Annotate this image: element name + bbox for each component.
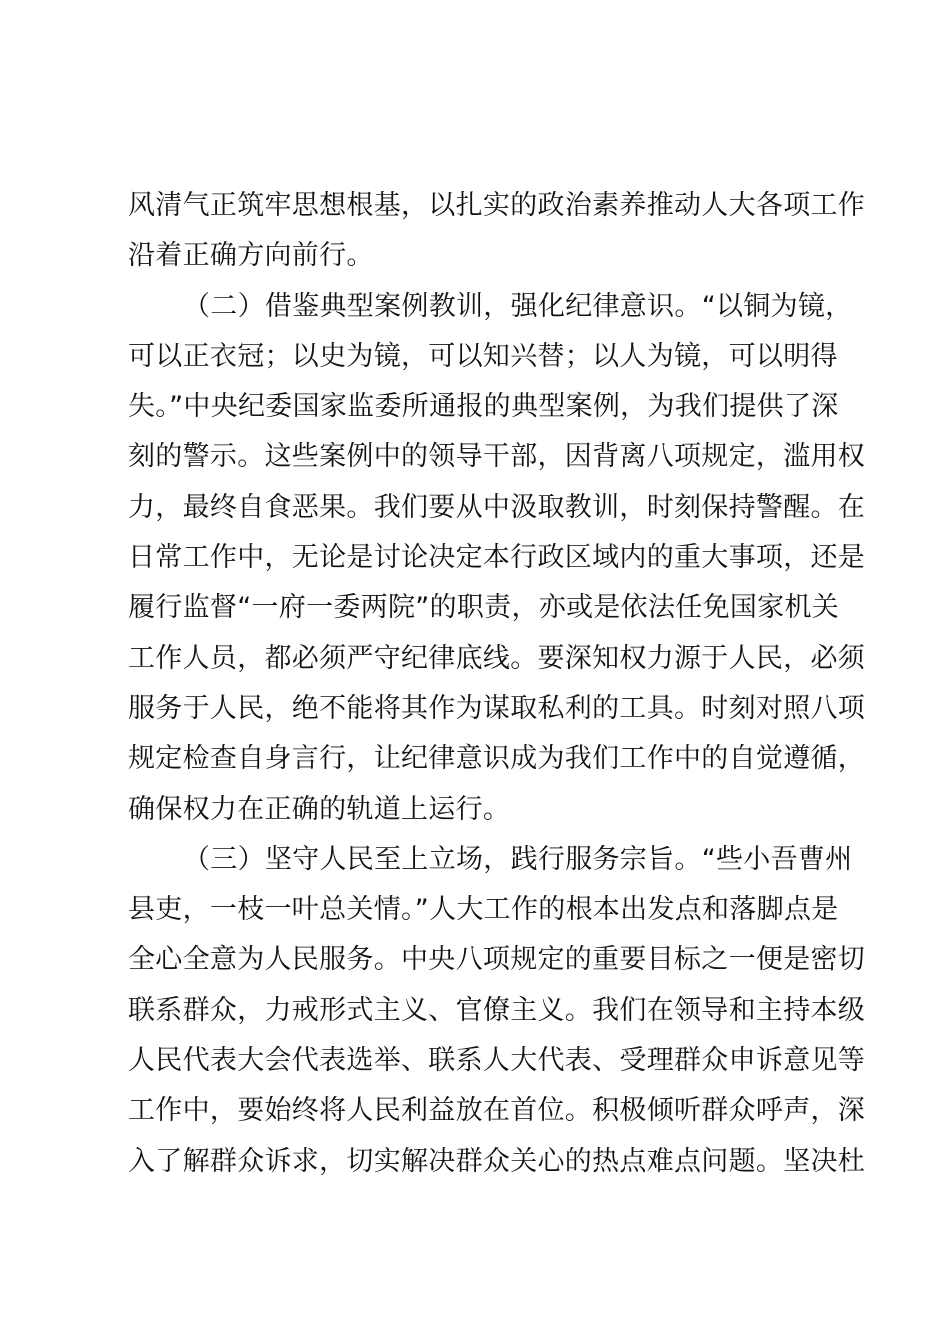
text-line: 全心全意为人民服务。中央八项规定的重要目标之一便是密切 — [128, 944, 866, 976]
body-text — [128, 181, 866, 1187]
text-line: 确保权力在正确的轨道上运行。 — [128, 793, 511, 825]
text-line: 规定检查自身言行，让纪律意识成为我们工作中的自觉遵循， — [128, 743, 866, 775]
text-line: 工作人员，都必须严守纪律底线。要深知权力源于人民，必须 — [128, 642, 866, 674]
text-line: 入了解群众诉求，切实解决群众关心的热点难点问题。坚决杜 — [128, 1145, 866, 1177]
paragraph-first-line: （二）借鉴典型案例教训，强化纪律意识。“以铜为镜， — [183, 290, 853, 322]
text-line: 刻的警示。这些案例中的领导干部，因背离八项规定，滥用权 — [128, 441, 866, 473]
text-line: 工作中，要始终将人民利益放在首位。积极倾听群众呼声，深 — [128, 1095, 866, 1127]
text-line: 日常工作中，无论是讨论决定本行政区域内的重大事项，还是 — [128, 542, 866, 574]
text-line: 人民代表大会代表选举、联系人大代表、受理群众申诉意见等 — [128, 1045, 866, 1077]
text-line: 联系群众，力戒形式主义、官僚主义。我们在领导和主持本级 — [128, 994, 866, 1026]
paragraph-first-line: （三）坚守人民至上立场，践行服务宗旨。“些小吾曹州 — [183, 843, 853, 875]
text-line: 风清气正筑牢思想根基，以扎实的政治素养推动人大各项工作 — [128, 190, 866, 221]
text-line: 力，最终自食恶果。我们要从中汲取教训，时刻保持警醒。在 — [128, 491, 866, 523]
text-line: 失。”中央纪委国家监委所通报的典型案例，为我们提供了深 — [128, 391, 839, 423]
text-line: 沿着正确方向前行。 — [128, 240, 374, 272]
text-line: 可以正衣冠；以史为镜，可以知兴替；以人为镜，可以明得 — [128, 340, 838, 372]
text-line: 县吏，一枝一叶总关情。”人大工作的根本出发点和落脚点是 — [128, 894, 839, 926]
text-line: 履行监督“一府一委两院”的职责，亦或是依法任免国家机关 — [128, 592, 840, 624]
text-line: 服务于人民，绝不能将其作为谋取私利的工具。时刻对照八项 — [128, 692, 866, 724]
